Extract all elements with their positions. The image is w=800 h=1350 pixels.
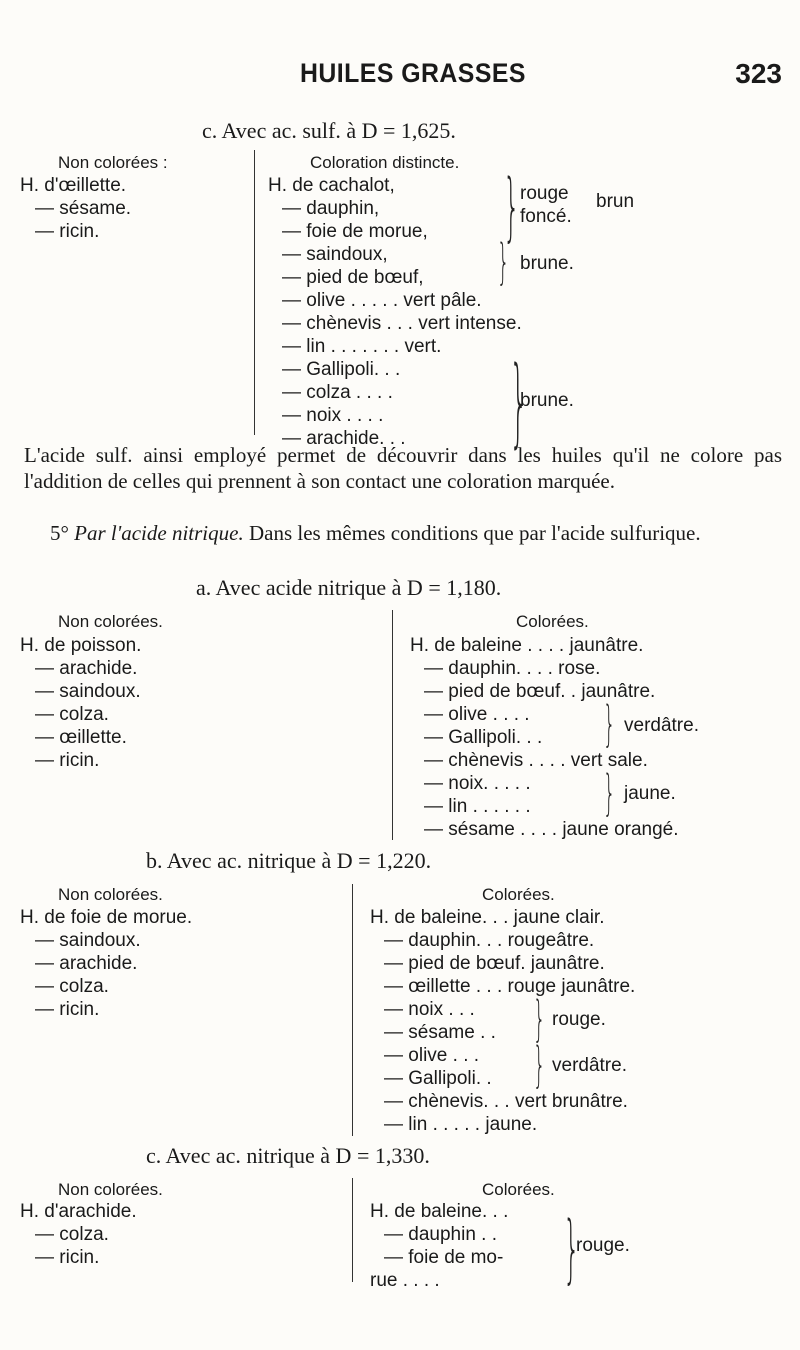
list-item: — œillette . . . rouge jaunâtre. xyxy=(384,976,636,997)
brace: } xyxy=(509,346,528,458)
brace: } xyxy=(603,696,616,752)
non-colored-list xyxy=(20,906,192,1021)
list-item: — lin . . . . . jaune. xyxy=(384,1114,538,1135)
list-item: H. de baleine. . . xyxy=(370,1201,509,1222)
colored-list xyxy=(268,174,522,450)
list-item: — sésame. xyxy=(35,198,132,219)
column-divider xyxy=(392,610,393,840)
list-item: — sésame . . xyxy=(384,1022,496,1043)
column-divider xyxy=(352,1178,353,1282)
list-item: — foie de mo- xyxy=(384,1247,504,1268)
list-item: — olive . . . . . vert pâle. xyxy=(282,290,482,311)
result-label: rouge. xyxy=(576,1235,630,1256)
paragraph-number: 5° xyxy=(50,521,69,545)
list-item: H. de foie de morue. xyxy=(20,907,193,928)
list-item: — pied de bœuf, xyxy=(282,267,424,288)
list-item: — arachide. xyxy=(35,658,138,679)
colored-header: Coloration distincte. xyxy=(310,153,460,172)
list-item: — ricin. xyxy=(35,750,100,771)
list-item: — colza . . . . xyxy=(282,382,393,403)
result-label: foncé. xyxy=(520,206,572,227)
list-item: H. de baleine. . . jaune clair. xyxy=(370,907,605,928)
non-colored-list xyxy=(20,634,141,772)
list-item: — saindoux, xyxy=(282,244,388,265)
brace: } xyxy=(503,164,520,250)
page-header xyxy=(0,58,800,98)
list-item: — dauphin. . . . rose. xyxy=(424,658,601,679)
result-label: rouge xyxy=(520,183,569,204)
list-item: — foie de morue, xyxy=(282,221,428,242)
list-item: — œillette. xyxy=(35,727,127,748)
list-item: — colza. xyxy=(35,1224,109,1245)
column-divider xyxy=(254,150,255,435)
list-item: — saindoux. xyxy=(35,681,141,702)
brace: } xyxy=(533,991,546,1047)
section-heading: b. Avec ac. nitrique à D = 1,220. xyxy=(146,848,432,873)
list-item: — colza. xyxy=(35,976,109,997)
list-item: — noix . . . . xyxy=(282,405,384,426)
colored-list xyxy=(410,634,679,841)
result-label: jaune. xyxy=(624,783,676,804)
paragraph: L'acide sulf. ainsi employé permet de découvrir dans les huiles qu'il ne colore pas l'addition de celles qui prennent à son contact une coloration marquée. xyxy=(24,443,782,493)
page-number: 323 xyxy=(735,58,782,89)
list-item: — noix . . . xyxy=(384,999,475,1020)
colored-header: Colorées. xyxy=(516,612,589,631)
list-item: H. de cachalot, xyxy=(268,175,395,196)
list-item: rue . . . . xyxy=(370,1270,440,1291)
list-item: H. d'œillette. xyxy=(20,175,127,196)
brace: } xyxy=(497,234,510,290)
list-item: — arachide. . . xyxy=(282,428,406,449)
colored-list xyxy=(370,1200,508,1292)
list-item: — Gallipoli. . . xyxy=(282,359,401,380)
list-item: — arachide. xyxy=(35,953,138,974)
list-item: — pied de bœuf. . jaunâtre. xyxy=(424,681,656,702)
paragraph-text: Dans les mêmes conditions que par l'acide sulfurique. xyxy=(248,521,701,545)
paragraph-italic: Par l'acide nitrique. xyxy=(74,521,244,545)
list-item: — chènevis . . . vert intense. xyxy=(282,313,522,334)
result-label: brune. xyxy=(520,390,574,411)
list-item: — sésame . . . . jaune orangé. xyxy=(424,819,679,840)
paragraph xyxy=(24,520,782,546)
list-item: — noix. . . . . xyxy=(424,773,531,794)
colored-header: Colorées. xyxy=(482,1180,555,1199)
non-colored-list xyxy=(20,1200,137,1269)
list-item: — ricin. xyxy=(35,999,100,1020)
list-item: H. de baleine . . . . jaunâtre. xyxy=(410,635,644,656)
list-item: H. d'arachide. xyxy=(20,1201,137,1222)
list-item: — Gallipoli. . xyxy=(384,1068,492,1089)
list-item: — colza. xyxy=(35,704,109,725)
list-item: H. de poisson. xyxy=(20,635,142,656)
section-heading: c. Avec ac. nitrique à D = 1,330. xyxy=(146,1143,430,1168)
list-item: — dauphin, xyxy=(282,198,380,219)
list-item: — chènevis. . . vert brunâtre. xyxy=(384,1091,628,1112)
colored-header: Colorées. xyxy=(482,885,555,904)
non-colored-list xyxy=(20,174,131,243)
list-item: — Gallipoli. . . xyxy=(424,727,543,748)
result-label: verdâtre. xyxy=(624,715,699,736)
running-title: HUILES GRASSES xyxy=(300,58,526,88)
non-colored-header: Non colorées : xyxy=(58,153,168,172)
list-item: — lin . . . . . . . vert. xyxy=(282,336,442,357)
result-label: brune. xyxy=(520,253,574,274)
brace: } xyxy=(533,1037,546,1093)
list-item: — saindoux. xyxy=(35,930,141,951)
non-colored-header: Non colorées. xyxy=(58,885,163,904)
list-item: — pied de bœuf. jaunâtre. xyxy=(384,953,605,974)
list-item: — dauphin . . xyxy=(384,1224,498,1245)
brace: } xyxy=(603,765,616,821)
result-label: brun xyxy=(596,191,635,212)
non-colored-header: Non colorées. xyxy=(58,612,163,631)
result-label: verdâtre. xyxy=(552,1055,627,1076)
list-item: — olive . . . xyxy=(384,1045,480,1066)
result-label: rouge. xyxy=(552,1009,606,1030)
list-item: — ricin. xyxy=(35,1247,100,1268)
section-heading: c. Avec ac. sulf. à D = 1,625. xyxy=(202,118,456,143)
list-item: — chènevis . . . . vert sale. xyxy=(424,750,648,771)
list-item: — olive . . . . xyxy=(424,704,530,725)
list-item: — lin . . . . . . xyxy=(424,796,531,817)
column-divider xyxy=(352,884,353,1136)
section-heading: a. Avec acide nitrique à D = 1,180. xyxy=(196,575,502,600)
non-colored-header: Non colorées. xyxy=(58,1180,163,1199)
brace: } xyxy=(563,1206,580,1292)
list-item: — dauphin. . . rougeâtre. xyxy=(384,930,595,951)
list-item: — ricin. xyxy=(35,221,100,242)
